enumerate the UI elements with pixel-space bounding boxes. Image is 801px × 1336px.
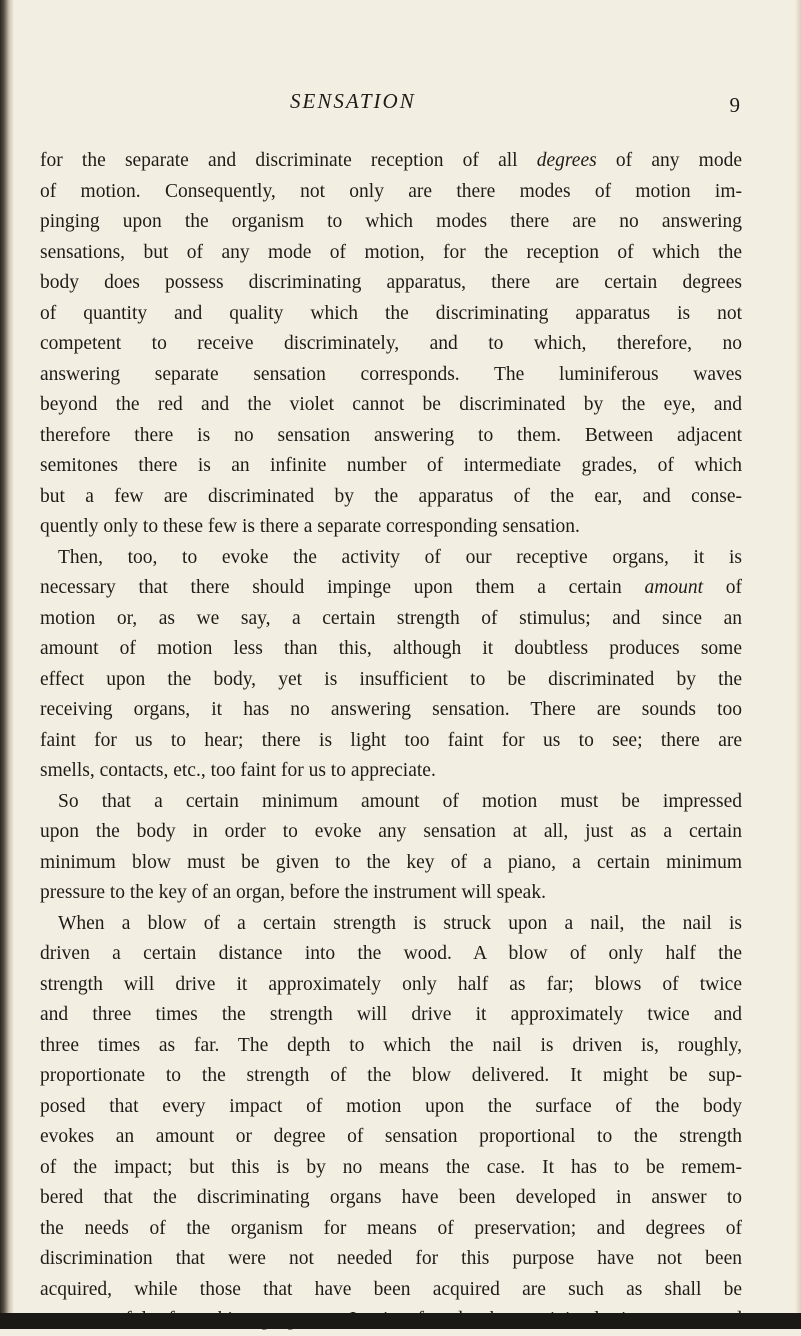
emphasis: degrees [536, 150, 597, 171]
text-line: discrimination that were not needed for this purpose have not been [40, 1248, 742, 1269]
text-line: therefore there is no sensation answering to them. Between adjacent [40, 424, 742, 446]
text-line: faint for us to hear; there is light too faint for us to see; there are [40, 729, 742, 751]
paragraph [40, 787, 742, 909]
text-line: of the impact; but this is by no means the case. It has to be remem- [40, 1156, 742, 1178]
text-line: minimum blow must be given to the key of a piano, a certain minimum [40, 851, 742, 873]
text-line: acquired, while those that have been acquired are such as shall be [40, 1278, 742, 1300]
text-line: competent to receive discriminately, and to which, therefore, no [40, 333, 742, 354]
text-line: quently only to these few is there a separate corresponding sensation. [40, 516, 580, 537]
scan-bottom-edge [0, 1313, 801, 1329]
paragraph [40, 543, 742, 787]
text-line: Then, too, to evoke the activity of our receptive organs, it is [58, 546, 742, 568]
text-line: for the separate and discriminate reception of all degrees of any mode [40, 150, 742, 171]
text-line: posed that every impact of motion upon the surface of the body [40, 1095, 742, 1117]
text-line: upon the body in order to evoke any sensation at all, just as a certain [40, 821, 742, 842]
text-line: pinging upon the organism to which modes there are no answering [40, 211, 742, 232]
text-line: motion or, as we say, a certain strength of stimulus; and since an [40, 607, 742, 629]
text-line: driven a certain distance into the wood. A blow of only half the [40, 943, 742, 964]
running-head [40, 86, 740, 116]
text-line: beyond the red and the violet cannot be discriminated by the eye, and [40, 394, 742, 415]
text-line: receiving organs, it has no answering sensation. There are sounds too [40, 699, 742, 720]
text-line: semitones there is an infinite number of intermediate grades, of which [40, 455, 742, 476]
binding-gutter-shadow [0, 0, 14, 1329]
text-line: sensations, but of any mode of motion, for the reception of which the [40, 241, 742, 263]
body-text [40, 146, 742, 1336]
text-line: effect upon the body, yet is insufficient to be discriminated by the [40, 668, 742, 690]
page-edge [795, 0, 801, 1329]
text-line: but a few are discriminated by the apparatus of the ear, and conse- [40, 485, 742, 507]
text-line: When a blow of a certain strength is struck upon a nail, the nail is [58, 912, 742, 934]
text-line: bered that the discriminating organs have been developed in answer to [40, 1187, 742, 1208]
paragraph [40, 909, 742, 1336]
text-line: and three times the strength will drive it approximately twice and [40, 1004, 742, 1025]
text-line: evokes an amount or degree of sensation proportional to the strength [40, 1126, 742, 1147]
text-line: three times as far. The depth to which the nail is driven is, roughly, [40, 1034, 742, 1056]
text-line: So that a certain minimum amount of motion must be impressed [58, 790, 742, 812]
emphasis: amount [644, 577, 703, 598]
text-line: strength will drive it approximately only half as far; blows of twice [40, 973, 742, 995]
text-line: answering separate sensation corresponds. The luminiferous waves [40, 363, 742, 385]
text-line: smells, contacts, etc., too faint for us to appreciate. [40, 760, 436, 781]
text-line: of quantity and quality which the discriminating apparatus is not [40, 302, 742, 324]
text-line: pressure to the key of an organ, before the instrument will speak. [40, 882, 546, 903]
text-line: necessary that there should impinge upon them a certain amount of [40, 577, 742, 598]
text-line: proportionate to the strength of the blow delivered. It might be sup- [40, 1065, 742, 1086]
paragraph [40, 146, 742, 543]
text-line: body does possess discriminating apparatus, there are certain degrees [40, 272, 742, 293]
text-line: of motion. Consequently, not only are there modes of motion im- [40, 180, 742, 202]
text-line: amount of motion less than this, although it doubtless produces some [40, 638, 742, 659]
text-line: the needs of the organism for means of preservation; and degrees of [40, 1217, 742, 1239]
page-number: 9 [729, 93, 740, 117]
running-title: SENSATION [290, 89, 416, 113]
